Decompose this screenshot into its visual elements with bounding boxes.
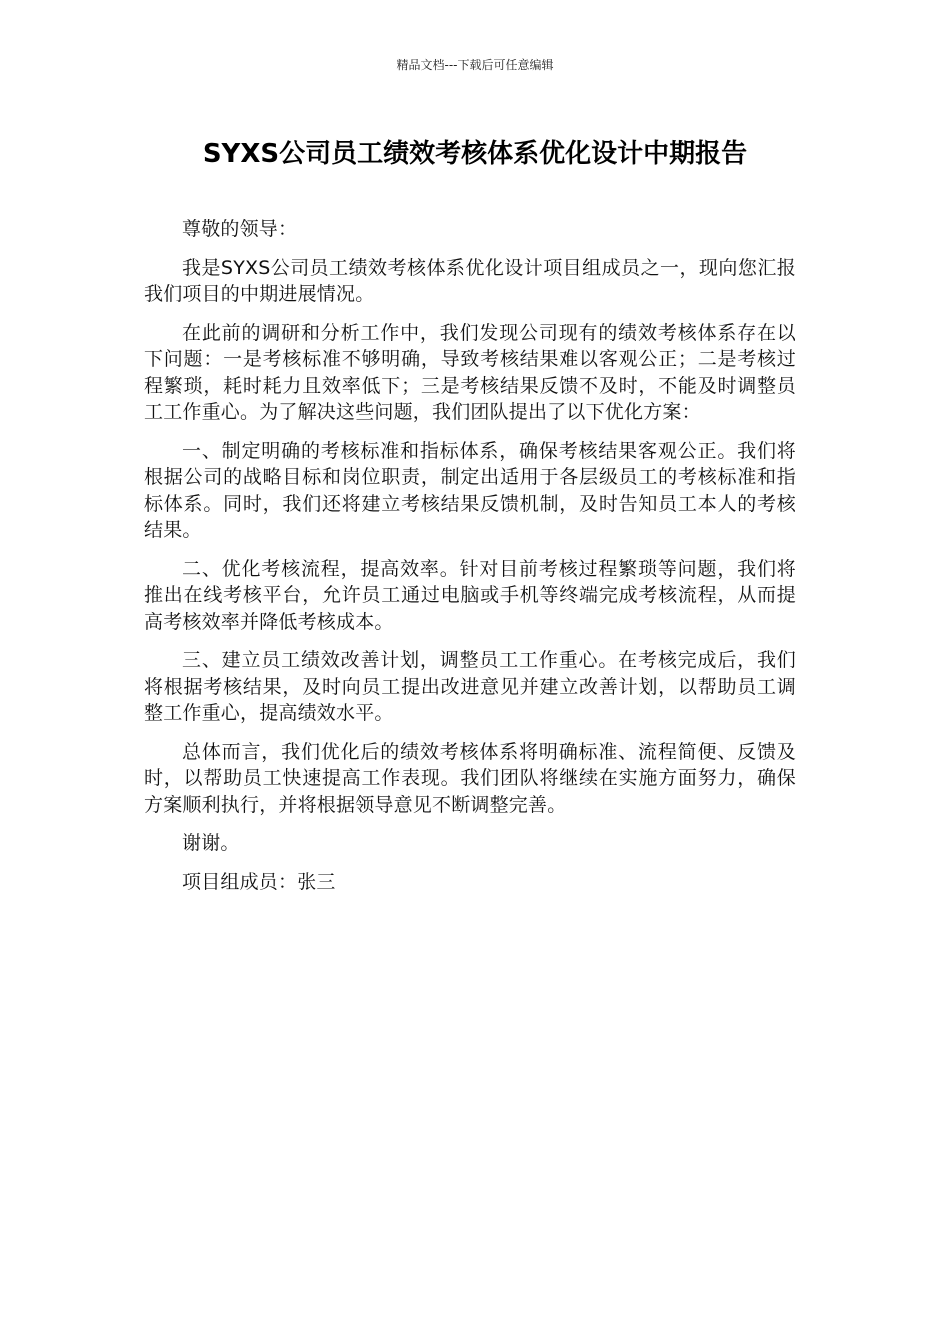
plan-item-2: 二、优化考核流程，提高效率。针对目前考核过程繁琐等问题，我们将推出在线考核平台，允许员工通过电脑或手机等终端完成考核流程，从而提高考核效率并降低考核成本。 <box>144 557 796 633</box>
signature-line: 项目组成员：张三 <box>182 870 336 893</box>
problems-paragraph: 在此前的调研和分析工作中，我们发现公司现有的绩效考核体系存在以下问题：一是考核标准不够明确，导致考核结果难以客观公正；二是考核过程繁琐，耗时耗力且效率低下；三是考核结果反馈不及时，不能及时调整员工工作重心。为了解决这些问题，我们团队提出了以下优化方案： <box>144 321 796 423</box>
thanks-line: 谢谢。 <box>182 832 240 854</box>
plan-item-3: 三、建立员工绩效改善计划，调整员工工作重心。在考核完成后，我们将根据考核结果，及时向员工提出改进意见并建立改善计划，以帮助员工调整工作重心，提高绩效水平。 <box>144 649 796 724</box>
document-title: SYXS公司员工绩效考核体系优化设计中期报告 <box>202 139 748 169</box>
page-header-note: 精品文档---下载后可任意编辑 <box>396 58 554 72</box>
plan-item-1: 一、制定明确的考核标准和指标体系，确保考核结果客观公正。我们将根据公司的战略目标和岗位职责，制定出适用于各层级员工的考核标准和指标体系。同时，我们还将建立考核结果反馈机制，及时告知员工本人的考核结果。 <box>144 439 796 541</box>
intro-paragraph: 我是SYXS公司员工绩效考核体系优化设计项目组成员之一，现向您汇报我们项目的中期进展情况。 <box>144 256 796 305</box>
document-body <box>144 216 796 907</box>
salutation: 尊敬的领导： <box>182 218 298 240</box>
summary-paragraph: 总体而言，我们优化后的绩效考核体系将明确标准、流程简便、反馈及时，以帮助员工快速提高工作表现。我们团队将继续在实施方面努力，确保方案顺利执行，并将根据领导意见不断调整完善。 <box>144 740 796 816</box>
